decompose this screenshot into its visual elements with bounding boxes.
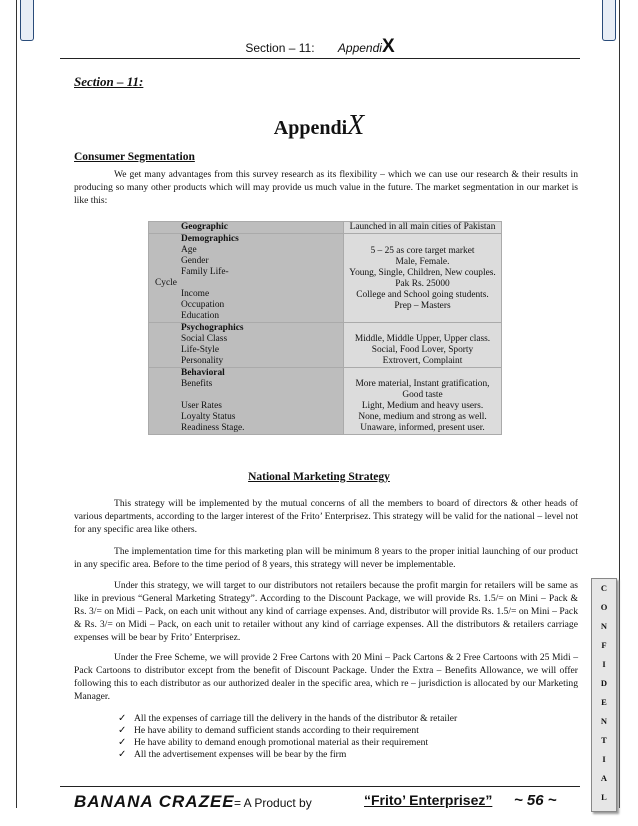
strategy-paragraph-2: The implementation time for this marketing plan will be minimum 8 years to the proper initial launching of our product in any specific area. Before to the time period of 8 years, this strategy will never be implementable. [74,546,578,570]
benefits-list [118,713,538,761]
page-title: AppendiX [273,110,365,141]
running-header-appendix: AppendiX [337,36,395,57]
national-marketing-strategy-heading: National Marketing Strategy [248,471,390,483]
list-item: ✓ All the advertisement expenses will be bear by the firm [118,749,347,760]
geographic-value: Launched in all main cities of Pakistan [344,222,502,234]
strategy-paragraph-3: Under this strategy, we will target to our distributors not retailers because the profit margin for retailers will be same as like in previous “General Marketing Strategy”. According to the Discount Package, we will provide Rs. 1.5/= on Mini – Pack & Rs. 3/= on Midi – Pack, on each unit without any kind of carriage expenses. And, distributor will provide Rs. 1.5/= on Mini – Pack & Rs. 3/= on Midi – Pack, on each unit to retailer without any kind of carriage expenses. All the distributors & retailers carriage expenses will be bear by Frito’ Enterprisez. [74,580,578,643]
list-item: ✓ He have ability to demand sufficient stands according to their requirement [118,725,419,736]
checkmark-icon: ✓ [118,725,127,736]
checkmark-icon: ✓ [118,737,127,748]
confidential-sidebar: C O N F I D E N T I A L [591,578,617,812]
page-number: ~ 56 ~ [514,792,557,809]
list-item: ✓ All the expenses of carriage till the delivery in the hands of the distributor & retailer [118,713,458,724]
running-header [60,36,580,58]
table-row [149,323,502,368]
corner-decoration-left [20,0,34,41]
geographic-label: Geographic [149,222,344,234]
footer-rule [60,786,580,787]
strategy-paragraph-1: This strategy will be implemented by the mutual concerns of all the members to board of directors & other heads of various departments, according to the larger interest of the Frito’ Enterprisez. This strategy will be valid for the national – level not for any specific area like others. [74,498,578,535]
header-rule [60,58,580,59]
segmentation-table [148,221,502,435]
corner-decoration-right [602,0,616,41]
checkmark-icon: ✓ [118,713,127,724]
table-row [149,222,502,234]
psychographics-values: Middle, Middle Upper, Upper class. Social, Food Lover, Sporty Extrovert, Complaint [344,323,502,368]
footer-product-by: = A Product by [234,796,312,810]
behavioral-values: More material, Instant gratification, Good taste Light, Medium and heavy users. None, medium and strong as well. Unaware, informed, present user. [344,368,502,435]
behavioral-cell: Behavioral Benefits User Rates Loyalty Status Readiness Stage. [149,368,344,435]
running-header-section: Section – 11: [245,41,315,55]
table-row [149,234,502,323]
psychographics-cell: Psychographics Social Class Life-Style Personality [149,323,344,368]
list-item: ✓ He have ability to demand enough promotional material as their requirement [118,737,429,748]
strategy-paragraph-4: Under the Free Scheme, we will provide 2 Free Cartons with 20 Mini – Pack Cartons & 2 Free Cartoons with 25 Midi – Pack Cartoons to distributor except from the benefit of Discount Package. Under the Extra – Benefits Allowance, we will offer following this to each distributor as our authorized dealer in the specific area, which re – jurisdiction is allocated by our Marketing Manager. [74,652,578,702]
page-footer [74,792,574,812]
footer-company: “Frito’ Enterprisez” [364,792,493,808]
footer-brand: BANANA CRAZEE [74,792,235,811]
demographics-cell: Demographics Age Gender Family Life- Cycle Income Occupation Education [149,234,344,323]
section-title: Section – 11: [74,74,144,89]
segmentation-intro: We get many advantages from this survey research as its flexibility – which we can use our research & their results in producing so many other products which will may provide us much value in the future. The market segmentation in our market is like this: [74,169,578,206]
table-row [149,368,502,435]
checkmark-icon: ✓ [118,749,127,760]
demographics-values: 5 – 25 as core target market Male, Female. Young, Single, Children, New couples. Pak Rs. 25000 College and School going students. Prep – Masters [344,234,502,323]
consumer-segmentation-heading: Consumer Segmentation [74,151,195,163]
